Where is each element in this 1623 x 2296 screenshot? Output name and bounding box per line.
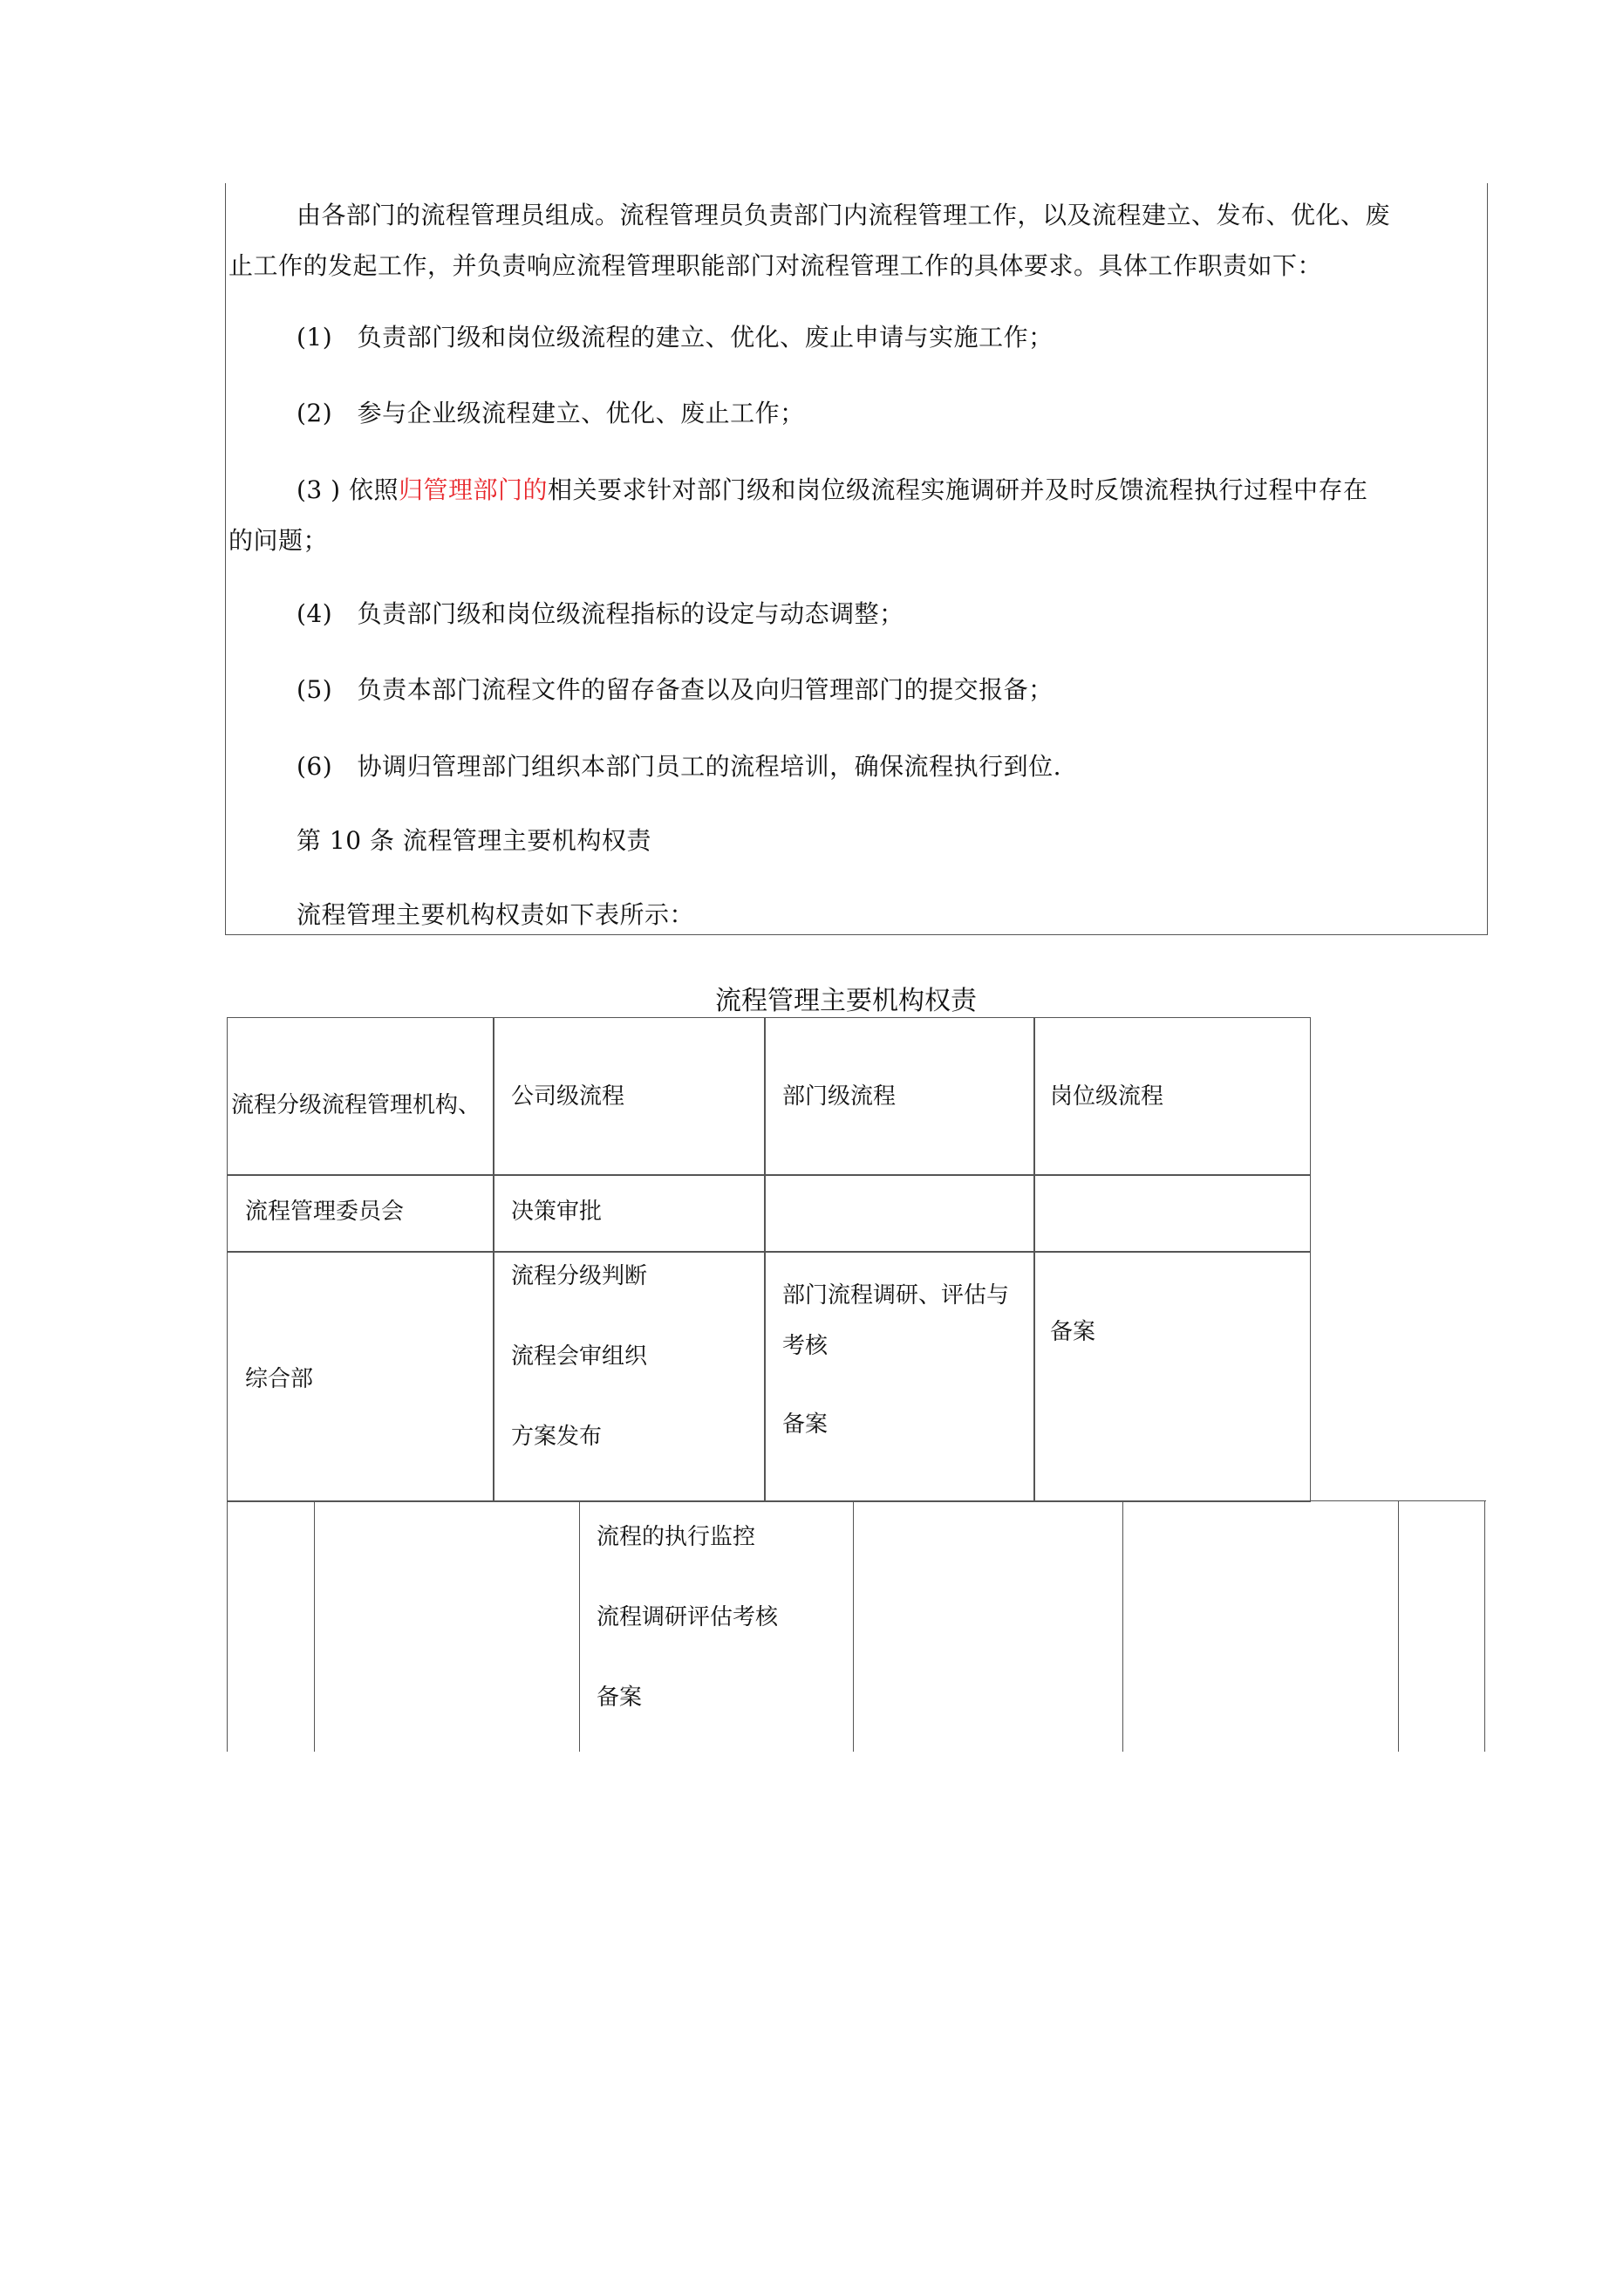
cell-text: 流程调研评估考核: [597, 1604, 779, 1630]
list-item: [297, 465, 1368, 516]
table-cell: [764, 1174, 1035, 1253]
column-line: [1122, 1500, 1123, 1752]
header-label: 流程分级流程管理机构、: [231, 1092, 481, 1118]
intro-text: 流程管理主要机构权责如下表所示：: [297, 900, 695, 929]
column-line: [1484, 1500, 1485, 1752]
cell-text: 部门流程调研、评估与: [782, 1282, 1010, 1309]
column-line: [853, 1500, 854, 1752]
table-caption: 流程管理主要机构权责: [715, 986, 977, 1016]
table-cell: [764, 1251, 1035, 1502]
highlighted-text: 归管理部门的: [398, 475, 548, 504]
cell-text: 备案: [1050, 1319, 1096, 1345]
header-label: 部门级流程: [782, 1083, 897, 1110]
paragraph-line: 由各部门的流程管理员组成。流程管理员负责部门内流程管理工作，以及流程建立、发布、优化、废: [297, 201, 1391, 229]
column-line: [579, 1500, 580, 1752]
cell-text: 方案发布: [511, 1424, 603, 1450]
list-item-prefix: (3 ) 依照: [297, 475, 399, 504]
article-heading: 第 10 条 流程管理主要机构权责: [297, 826, 651, 855]
cell-text: 考核: [782, 1333, 829, 1359]
paragraph-line: 止工作的发起工作，并负责响应流程管理职能部门对流程管理工作的具体要求。具体工作职责如下：: [228, 251, 1323, 280]
table-cell: [227, 1174, 494, 1253]
table-cell: [227, 1251, 494, 1502]
column-line: [314, 1500, 315, 1752]
cell-text: 流程的执行监控: [597, 1524, 756, 1550]
table-cell: [493, 1251, 766, 1502]
cell-text: 流程会审组织: [511, 1343, 648, 1370]
header-label: 岗位级流程: [1050, 1083, 1164, 1110]
column-line: [1398, 1500, 1399, 1752]
cell-text: 备案: [782, 1411, 829, 1438]
list-item: (5) 负责本部门流程文件的留存备查以及向归管理部门的提交报备；: [297, 675, 1054, 704]
list-item-suffix: 相关要求针对部门级和岗位级流程实施调研并及时反馈流程执行过程中存在: [547, 475, 1368, 504]
list-item: (1) 负责部门级和岗位级流程的建立、优化、废止申请与实施工作；: [297, 323, 1054, 352]
header-cell: [1033, 1017, 1311, 1176]
list-item: (4) 负责部门级和岗位级流程指标的设定与动态调整；: [297, 599, 904, 628]
header-cell: [227, 1017, 494, 1176]
column-line: [227, 1500, 228, 1752]
list-item-continuation: 的问题；: [228, 526, 329, 555]
table-cell: [1033, 1174, 1311, 1253]
table-cell: [1033, 1251, 1311, 1502]
cell-text: 备案: [597, 1684, 643, 1711]
cell-text: 流程分级判断: [511, 1263, 648, 1289]
cell-text: 流程管理委员会: [245, 1199, 405, 1225]
table-row-border: [227, 1500, 1486, 1501]
header-cell: [764, 1017, 1035, 1176]
header-cell: [493, 1017, 766, 1176]
list-item: (2) 参与企业级流程建立、优化、废止工作；: [297, 399, 805, 427]
header-label: 公司级流程: [511, 1083, 625, 1110]
cell-text: 决策审批: [511, 1199, 603, 1225]
table-cell: [493, 1174, 766, 1253]
cell-text: 综合部: [245, 1366, 314, 1392]
list-item: (6) 协调归管理部门组织本部门员工的流程培训，确保流程执行到位.: [297, 752, 1062, 781]
